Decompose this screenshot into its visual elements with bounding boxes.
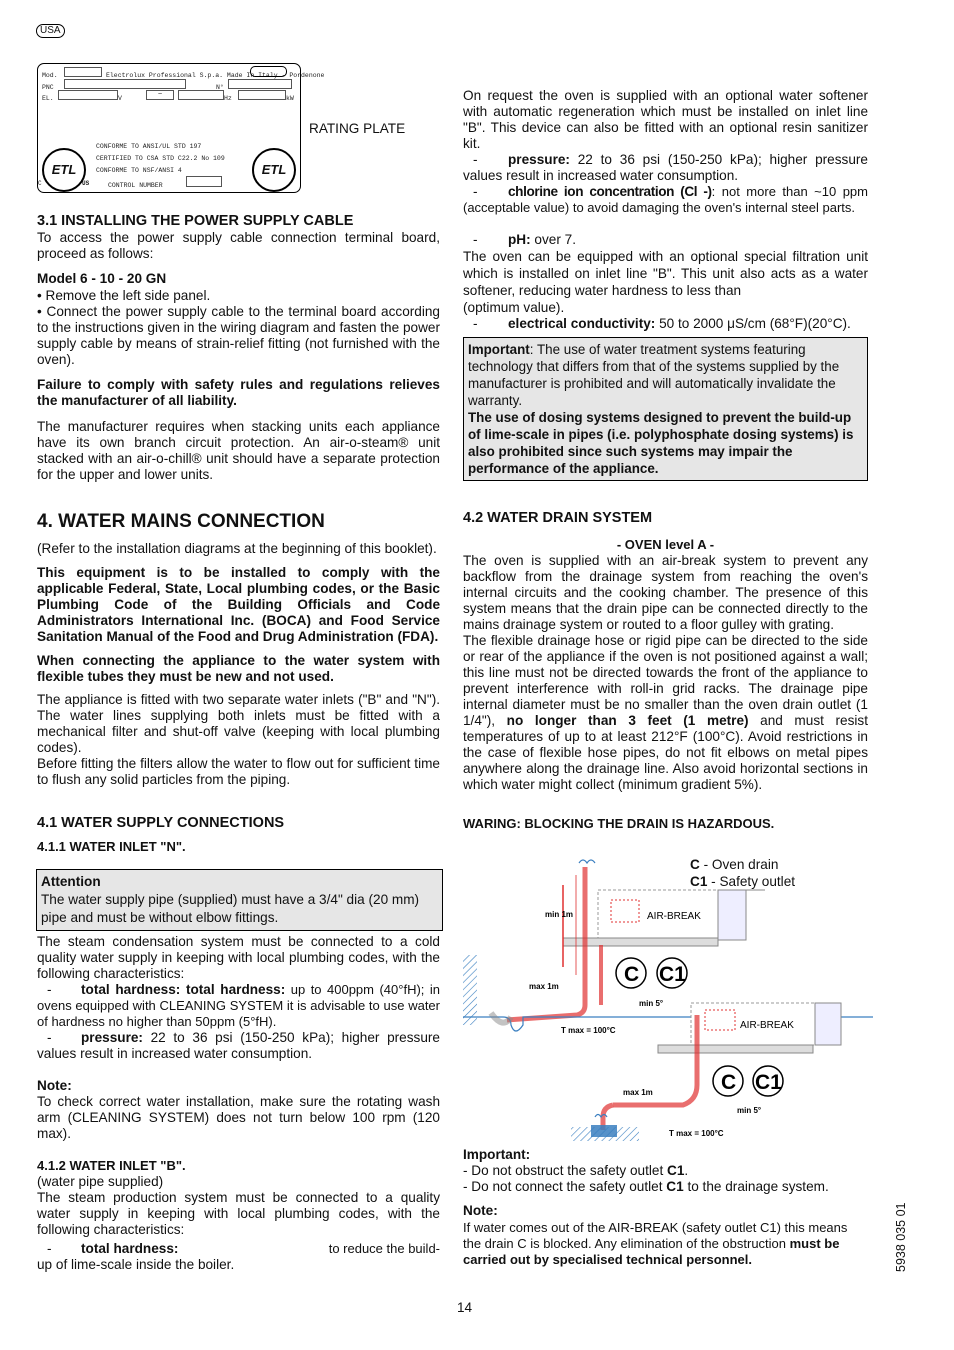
plate-c: C: [38, 180, 42, 187]
bullet-connect-cable: • Connect the power supply cable to the terminal board according to the instructions given in the wiring diagram and fasten the power supply cable by means of strain-relief fitting (not furnished with the oven).: [37, 304, 440, 367]
plate-hz: Hz: [224, 95, 232, 102]
drain-paragraph-1: The oven is supplied with an air-break system to prevent any backflow from the drainage system from reaching the oven's internal circuits and the cooking chamber. The presence of this system means that the drain pipe can be connected directly to the mains drainage system or routed to a floor gulley with grating.: [463, 553, 868, 632]
codes-paragraph: This equipment is to be installed to comply with the applicable Federal, State, Local plumbing codes, or the Basic Plumbing Code of the Building Officials and Code Administrators International Inc. (BOCA) and Food Service Sanitation Manual of the Food and Drug Administration (FDA).: [37, 565, 440, 644]
plate-line1: CONFORME TO ANSI/UL STD 197: [96, 143, 202, 150]
total-hardness-b-text-cont: up of lime-scale inside the boiler.: [37, 1257, 235, 1272]
pressure-item-n: - pressure: 22 to 36 psi (150-250 kPa); higher pressure values result in increased water consumption.: [37, 1030, 440, 1061]
page-number: 14: [457, 1300, 473, 1315]
total-hardness-item: - total hardness: total hardness: up to 400ppm (40°fH); in ovens equipped with CLEANING SYSTEM it is advisable to use water of hardness no higher than 50ppm (5°fH).: [37, 982, 440, 1029]
conductivity-item: - electrical conductivity: 50 to 2000 μS/cm (68°F)(20°C).: [473, 316, 851, 331]
callout-c1-2: C1: [755, 1071, 782, 1094]
section-4-1-title: 4.1 WATER SUPPLY CONNECTIONS: [37, 815, 285, 831]
section-4-1-2-title: 4.1.2 WATER INLET "B".: [37, 1158, 186, 1173]
note-text-left: To check correct water installation, make sure the rotating wash arm (CLEANING SYSTEM) does not turn below 100 rpm (120 max).: [37, 1094, 440, 1141]
attention-box: Attention The water supply pipe (supplied) must have a 3/4" dia (20 mm) pipe and must be without elbow fittings.: [36, 869, 443, 931]
important-item-1: - Do not obstruct the safety outlet C1.: [463, 1163, 689, 1178]
air-break-label-2: AIR-BREAK: [740, 1020, 794, 1031]
dim-min1m: min 1m: [545, 910, 574, 919]
section-3-1-intro: To access the power supply cable connection terminal board, proceed as follows:: [37, 230, 440, 261]
section-4-1-2-sub: (water pipe supplied): [37, 1174, 164, 1189]
document-code: 5938 035 01: [894, 1202, 908, 1272]
dim-min5-2: min 5°: [737, 1106, 762, 1115]
section-4-title: 4. WATER MAINS CONNECTION: [37, 511, 325, 532]
air-break-label-1: AIR-BREAK: [647, 911, 701, 922]
plate-el: EL.: [42, 95, 54, 102]
filtration-paragraph: The oven can be equipped with an optional special filtration unit which is installed on inlet line "B". This unit also acts as a water softener, reducing water hardness to less than: [463, 249, 868, 298]
plate-maker: Electrolux Professional S.p.a. Made In Italy - Pordenone: [106, 72, 325, 79]
rating-plate: [37, 63, 325, 193]
flexible-tubes-note: When connecting the appliance to the water system with flexible tubes they must be new and not used.: [37, 653, 440, 684]
steam-icon: [579, 860, 595, 863]
plate-line3: CONFORME TO NSF/ANSI 4: [96, 167, 182, 174]
plate-control: CONTROL NUMBER: [108, 182, 163, 189]
note-title-right: Note:: [463, 1203, 498, 1218]
bullet-remove-panel: • Remove the left side panel.: [37, 288, 211, 303]
optimum-value: (optimum value).: [463, 300, 565, 315]
note-title-left: Note:: [37, 1078, 72, 1093]
water-inlets-paragraph: The appliance is fitted with two separate water inlets ("B" and "N"). The water lines supplying both inlets must be fitted with a mechanical filter and shut-off valve (keeping with local plumbing codes).: [37, 692, 440, 755]
ac-icon: ~: [146, 90, 174, 100]
dim-max1m-1: max 1m: [529, 982, 559, 991]
important-title-right: Important:: [463, 1147, 531, 1162]
refer-note: (Refer to the installation diagrams at the beginning of this booklet).: [37, 541, 437, 556]
drain-diagram: [463, 855, 873, 1145]
legend-c1: C1 - Safety outlet: [690, 874, 796, 889]
important-box: Important: The use of water treatment systems featuring technology that differs from that of the systems supplied by the manufacturer is prohibited and will automatically invalidate the warranty. The use of dosing systems designed to prevent the build-up of lime-scale in pipes (i.e. polyphosphate dosing systems) is also prohibited since such systems may impair the performance of the appliance.: [463, 337, 868, 481]
country-badge: USA: [36, 24, 65, 38]
plate-n: N°: [216, 84, 224, 91]
dim-max1m-2: max 1m: [623, 1088, 653, 1097]
chlorine-item: - chlorine ion concentration (Cl -): not more than ~10 ppm (acceptable value) to avoid damaging the oven's internal steel parts.: [463, 184, 868, 215]
rating-plate-label: RATING PLATE: [309, 121, 406, 136]
softener-paragraph: On request the oven is supplied with an optional water softener with automatic regeneration which must be installed on inlet line "B". This device can also be fitted with an optional resin sanitizer kit.: [463, 88, 868, 151]
tmax-label-1: T max = 100°C: [561, 1026, 616, 1035]
section-4-1-1-title: 4.1.1 WATER INLET "N".: [37, 839, 186, 854]
dim-min5-1: min 5°: [639, 999, 664, 1008]
plate-us: US: [82, 180, 90, 187]
callout-c1-1: C1: [659, 963, 686, 986]
plate-mod: Mod.: [42, 72, 58, 79]
steam-condensation-paragraph: The steam condensation system must be connected to a cold quality water supply in keeping with local plumbing codes, with the following characteristics:: [37, 934, 440, 981]
plate-kw: kW: [286, 95, 294, 102]
plate-pnc: PNC: [42, 84, 54, 91]
oven-level-label: - OVEN level A -: [616, 537, 715, 552]
drain-paragraph-2: The flexible drainage hose or rigid pipe can be directed to the side or rear of the appliance if the oven is not positioned against a wall; this line must not be directed towards the front of the appliance to prevent interference with roll-in grid racks. The drainage pipe internal diameter must be no smaller than the oven drain outlet (1 1/4"), no longer than 3 feet (1 metre) and must resist temperatures of up to at least 212°F (100°C). Avoid restrictions in the case of flexible hose pipes, do not fit elbows on metal pipes anywhere along the drainage line. Also avoid horizontal sections in which water might collect (minimum gradient 5%).: [463, 633, 868, 792]
pressure-item-b: - pressure: 22 to 36 psi (150-250 kPa); higher pressure values result in increased water consumption.: [463, 152, 868, 183]
total-hardness-b-text: to reduce the build-: [328, 1241, 440, 1256]
steam-production-paragraph: The steam production system must be connected to a quality water supply in keeping with local plumbing codes, with the following characteristics:: [37, 1190, 440, 1237]
plate-v: V: [118, 95, 122, 102]
waring-note: WARING: BLOCKING THE DRAIN IS HAZARDOUS.: [463, 816, 775, 831]
ph-item: - pH: over 7.: [473, 232, 576, 247]
callout-c-1: C: [624, 963, 640, 986]
etl-logo-icon: ETL: [42, 148, 86, 192]
total-hardness-b-item: - total hardness:: [47, 1241, 179, 1256]
important-item-2: - Do not connect the safety outlet C1 to the drainage system.: [463, 1179, 829, 1194]
tmax-label-2: T max = 100°C: [669, 1129, 724, 1138]
legend-c: C - Oven drain: [690, 857, 779, 872]
filters-paragraph: Before fitting the filters allow the water to flow out for sufficient time to flush any solid particles from the piping.: [37, 756, 440, 787]
etl-logo-icon-2: ETL: [252, 148, 296, 192]
floor-gulley-icon: [591, 1125, 617, 1137]
note-text-right: If water comes out of the AIR-BREAK (safety outlet C1) this means the drain C is blocked. Any elimination of the obstruction must be carried out by specialised technical personnel.: [463, 1220, 848, 1267]
failure-warning: Failure to comply with safety rules and regulations relieves the manufacturer of all liability.: [37, 377, 440, 408]
callout-c-2: C: [721, 1071, 737, 1094]
plate-line2: CERTIFIED TO CSA STD C22.2 No 109: [96, 155, 225, 162]
section-3-1-title: 3.1 INSTALLING THE POWER SUPPLY CABLE: [37, 213, 354, 229]
model-label: Model 6 - 10 - 20 GN: [37, 271, 167, 286]
stacking-note: The manufacturer requires when stacking units each appliance have its own branch circuit protection. An air-o-steam® unit stacked with an air-o-chill® unit should have a separate protection for the upper and lower units.: [37, 419, 440, 482]
section-4-2-title: 4.2 WATER DRAIN SYSTEM: [463, 510, 653, 526]
